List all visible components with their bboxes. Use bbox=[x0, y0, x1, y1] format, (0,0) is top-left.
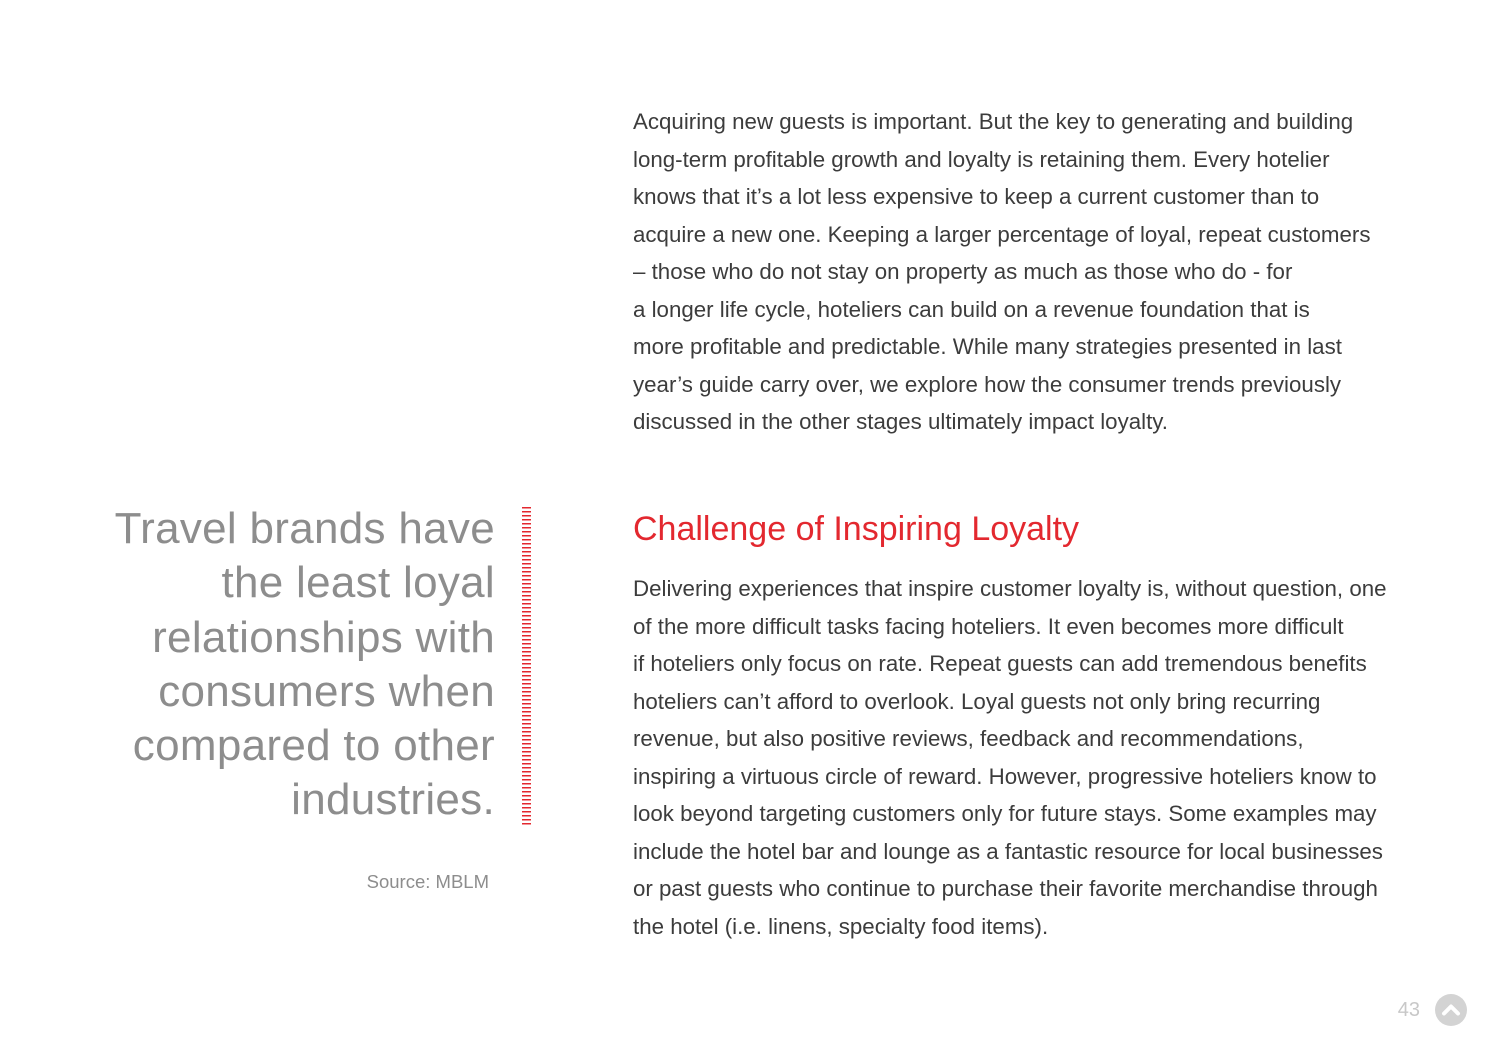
quote-divider bbox=[522, 507, 531, 827]
back-to-top-button[interactable] bbox=[1435, 994, 1467, 1026]
pull-quote: Travel brands have the least loyal relationships with consumers when compared to other industries. bbox=[114, 504, 495, 825]
chevron-up-circle-icon bbox=[1435, 994, 1467, 1026]
section-body: Delivering experiences that inspire customer loyalty is, without question, one of the more difficult tasks facing hoteliers. It even becomes more difficult if hoteliers only focus on rate. Repeat guests can add tremendous benefits hoteliers can’t afford to overlook. Loyal guests not only bring recurring revenue, but also positive reviews, feedback and recommendations, inspiring a virtuous circle of reward. However, progressive hoteliers know to look beyond targeting customers only for future stays. Some examples may include the hotel bar and lounge as a fantastic resource for local businesses or past guests who continue to purchase their favorite merchandise through the hotel (i.e. linens, specialty food items). bbox=[633, 576, 1387, 939]
page-number: 43 bbox=[1397, 999, 1420, 1021]
quote-source: Source: MBLM bbox=[366, 871, 489, 892]
intro-paragraph: Acquiring new guests is important. But the key to generating and building long-term profitable growth and loyalty is retaining them. Every hotelier knows that it’s a lot less expensive to keep a current customer than to acquire a new one. Keeping a larger percentage of loyal, repeat customers – those who do not stay on property as much as those who do - for a longer life cycle, hoteliers can build on a revenue foundation that is more profitable and predictable. While many strategies presented in last year’s guide carry over, we explore how the consumer trends previously discussed in the other stages ultimately impact loyalty. bbox=[633, 109, 1371, 434]
section-heading: Challenge of Inspiring Loyalty bbox=[633, 510, 1080, 548]
